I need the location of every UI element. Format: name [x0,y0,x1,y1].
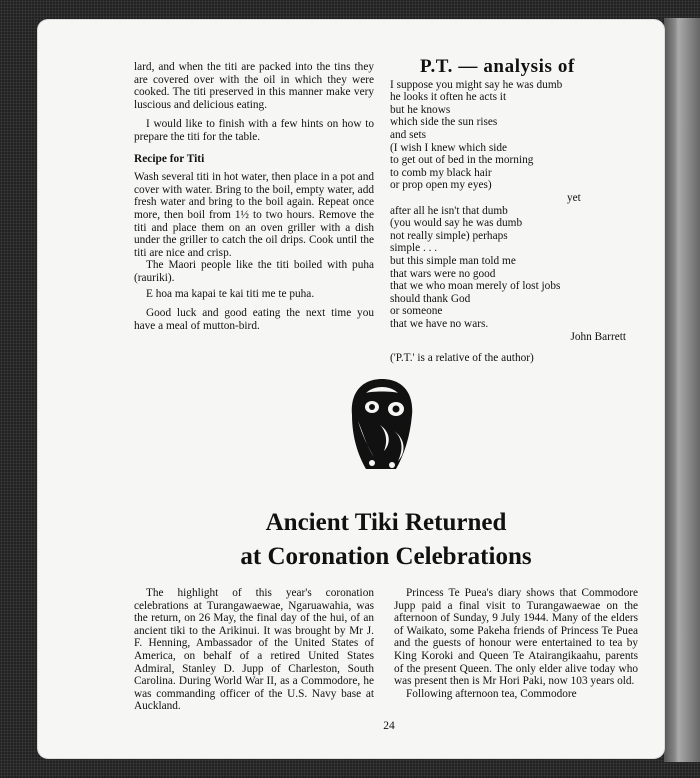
poem-note: ('P.T.' is a relative of the author) [390,352,534,365]
poem-line: but this simple man told me [390,254,516,267]
poem-line: to comb my black hair [390,166,492,179]
poem-line: he looks it often he acts it [390,91,507,104]
poem-stanza [390,79,638,192]
paragraph: Wash several titi in hot water, then place in a pot and cover with water. Bring to the boil, empty water, add fresh water and bring to the boil again. Repeat once more, then boil from 1½ to two hours. Remove the titi and place them on an oven griller with a dish under the griller to catch the oil drips. Cook until the titi are nice and crisp. [134,171,374,259]
recipe-heading: Recipe for Titi [134,152,205,165]
poem-line: simple . . . [390,242,438,255]
paragraph: Princess Te Puea's diary shows that Commodore Jupp paid a final visit to Turangawaewae on the afternoon of Sunday, 9 July 1944. Many of the elders of Waikato, some Pakeha friends of Princess Te Puea and the guests of honour were entertained to tea by King Koroki and Queen Te Atairangikaahu, parents of the present Queen. The only elder alive today who was present then is Mr Hori Paki, now 103 years old. [394,587,638,688]
poem-line: and sets [390,128,427,141]
poem-stanza [390,205,638,331]
poem-line: to get out of bed in the morning [390,154,534,167]
paragraph: Good luck and good eating the next time you have a meal of mutton-bird. [134,307,374,332]
poem-line: or prop open my eyes) [390,179,492,192]
magazine-page [38,20,664,758]
poem-line: after all he isn't that dumb [390,204,508,217]
book-spine-shadow [664,18,700,762]
poem [390,56,638,365]
poem-line: I suppose you might say he was dumb [390,78,563,91]
poem-line: which side the sun rises [390,116,498,129]
article-headline: Ancient Tiki Returned [265,509,507,536]
poem-line: should thank God [390,292,471,305]
paragraph: lard, and when the titi are packed into the tins they are covered over with the oil in which they were cooked. The titi preserved in this manner make very luscious and delicious eating. [134,61,374,111]
page-number: 24 [383,720,395,732]
article-column-left [134,587,374,713]
poem-line: (you would say he was dumb [390,217,523,230]
poem-line: or someone [390,305,443,318]
poem-author: John Barrett [570,331,626,344]
paragraph: E hoa ma kapai te kai titi me te puha. [146,287,315,300]
paragraph: The Maori people like the titi boiled with puha (rauriki). [134,259,374,284]
poem-line: but he knows [390,103,451,116]
poem-line: (I wish I knew which side [390,141,508,154]
poem-title: P.T. — analysis of [420,56,575,77]
poem-line: that wars were no good [390,267,496,280]
tiki-emblem-icon [344,375,420,475]
paragraph: The highlight of this year's coronation celebrations at Turangawaewae, Ngaruawahia, was the return, on 26 May, the final day of the hui, of an ancient tiki to the Arikinui. It was brought by Mr J. F. Henning, Ambassador of the United States of America, on behalf of a retired United States Admiral, Stanley D. Jupp of Charleston, South Carolina. During World War II, as a Commodore, he was commanding officer of the U.S. Navy base at Auckland. [134,587,374,713]
article-headline: at Coronation Celebrations [240,543,532,570]
paragraph: I would like to finish with a few hints on how to prepare the titi for the table. [134,118,374,143]
article-column-right [394,587,638,700]
poem-line: yet [567,191,581,204]
poem-line: not really simple) perhaps [390,229,508,242]
left-column [134,61,374,332]
poem-line: that we who moan merely of lost jobs [390,280,561,293]
paragraph: Following afternoon tea, Commodore [406,687,577,700]
poem-line: that we have no wars. [390,317,489,330]
